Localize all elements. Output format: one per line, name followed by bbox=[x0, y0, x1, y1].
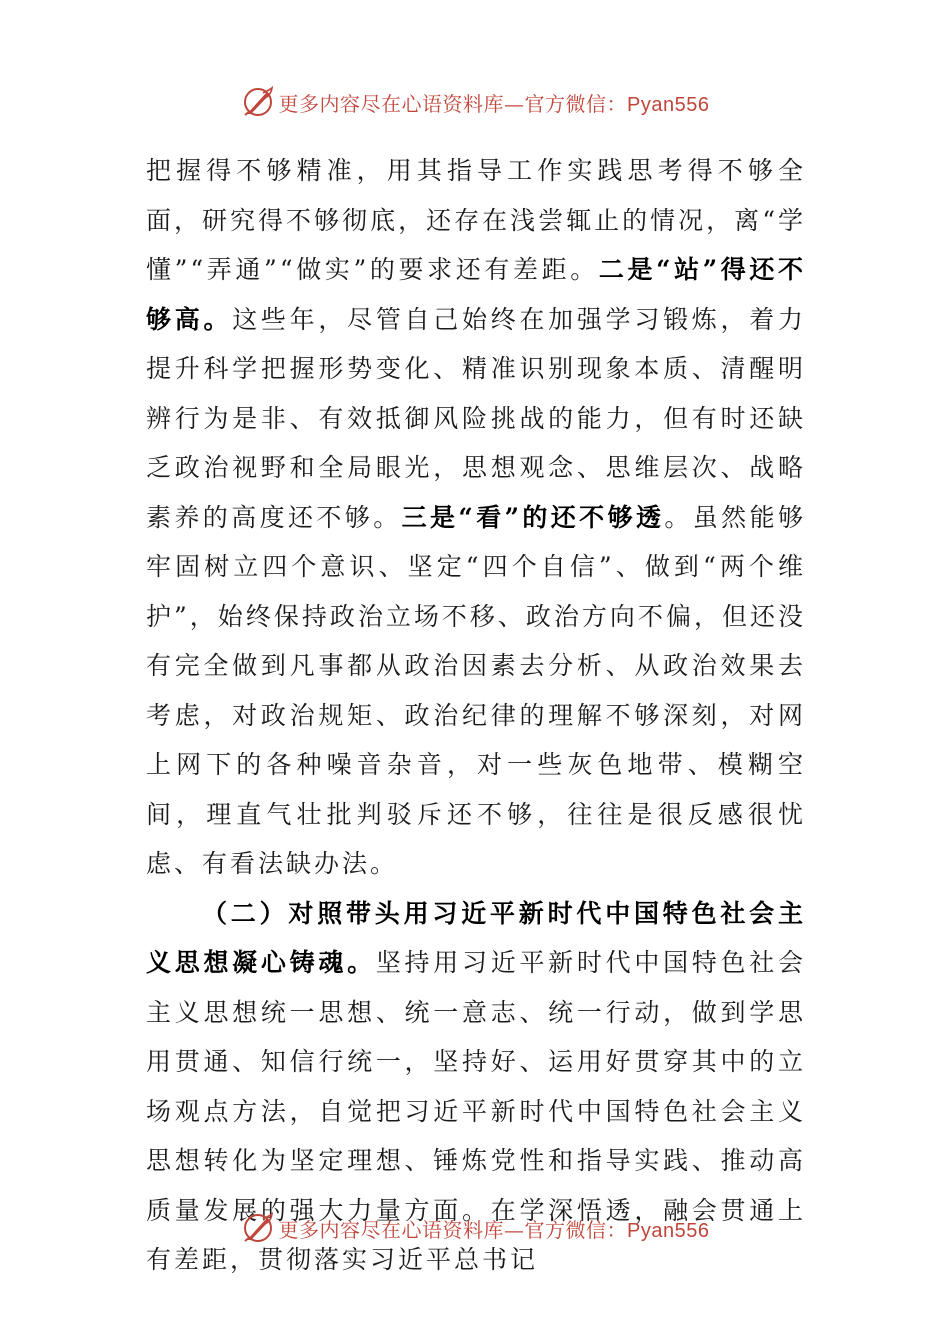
header-banner-text: 更多内容尽在心语资料库—官方微信：Pyan556 bbox=[278, 91, 710, 116]
header-watermark-banner bbox=[0, 82, 950, 122]
paragraph-2: （二）对照带头用习近平新时代中国特色社会主义思想凝心铸魂。坚持用习近平新时代中国特色社会主义思想统一思想、统一意志、统一行动，做到学思用贯通、知信行统一，坚持好、运用好贯穿其中的立场观点方法，自觉把习近平新时代中国特色社会主义思想转化为坚定理想、锤炼党性和指导实践、推动高质量发展的强大力量方面。在学深悟透，融会贯通上有差距，贯彻落实习近平总书记 bbox=[146, 898, 806, 1274]
document-body bbox=[146, 146, 806, 1285]
paragraph-1: 把握得不够精准，用其指导工作实践思考得不够全面，研究得不够彻底，还存在浅尝辄止的情况，离“学懂”“弄通”“做实”的要求还有差距。二是“站”得还不够高。这些年，尽管自己始终在加强学习锻炼，着力提升科学把握形势变化、精准识别现象本质、清醒明辨行为是非、有效抵御风险挑战的能力，但有时还缺乏政治视野和全局眼光，思想观念、思维层次、战略素养的高度还不够。三是“看”的还不够透。虽然能够牢固树立四个意识、坚定“四个自信”、做到“两个维护”，始终保持政治立场不移、政治方向不偏，但还没有完全做到凡事都从政治因素去分析、从政治效果去考虑，对政治规矩、政治纪律的理解不够深刻，对网上网下的各种噪音杂音，对一些灰色地带、模糊空间，理直气壮批判驳斥还不够，往往是很反感很忧虑、有看法缺办法。 bbox=[146, 156, 806, 878]
quill-logo-icon bbox=[241, 1211, 275, 1245]
footer-banner-text: 更多内容尽在心语资料库—官方微信：Pyan556 bbox=[278, 1217, 710, 1242]
bold-point-two: 二是“站”得还不够高。 bbox=[146, 255, 806, 334]
quill-logo-icon bbox=[241, 85, 275, 119]
bold-point-three: 三是“看”的还不够透 bbox=[401, 502, 665, 532]
footer-watermark-banner bbox=[0, 1208, 950, 1248]
section-heading-2: （二）对照带头用习近平新时代中国特色社会主义思想凝心铸魂。 bbox=[146, 898, 806, 977]
